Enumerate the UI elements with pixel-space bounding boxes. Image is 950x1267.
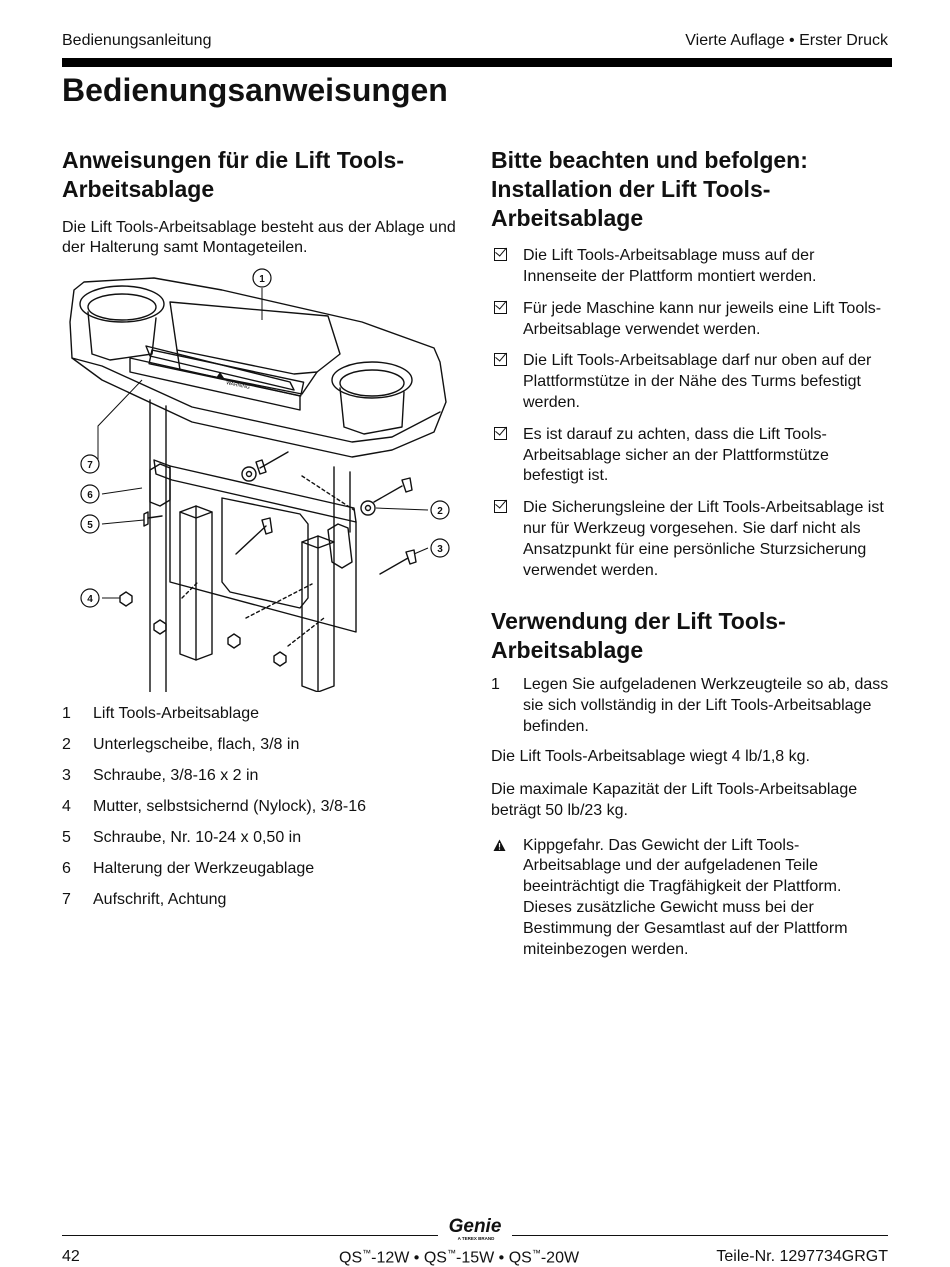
footer-rule-left xyxy=(62,1235,438,1236)
trademark-symbol: ™ xyxy=(531,1248,541,1258)
model-line xyxy=(339,1248,579,1267)
legend-text: Halterung der Werkzeugablage xyxy=(93,860,315,877)
right-column xyxy=(491,146,891,960)
checkbox-checked-icon xyxy=(494,353,507,366)
tool-tray-illustration xyxy=(62,262,462,692)
model-20w: -20W xyxy=(540,1249,580,1267)
checklist-text: Die Lift Tools-Arbeitsablage muss auf der Innenseite der Plattform montiert werden. xyxy=(523,247,817,286)
section-heading-installation: Bitte beachten und befolgen: Installation der Lift Tools-Arbeitsablage xyxy=(491,147,808,231)
legend-text: Unterlegscheibe, flach, 3/8 in xyxy=(93,736,300,753)
callout-4: 4 xyxy=(87,594,93,605)
weight-paragraph: Die Lift Tools-Arbeitsablage wiegt 4 lb/1,8 kg. xyxy=(491,748,810,766)
section-heading-usage: Verwendung der Lift Tools-Arbeitsablage xyxy=(491,608,786,664)
logo-wordmark: Genie xyxy=(448,1216,502,1237)
checklist-item xyxy=(491,425,891,487)
checklist-text: Die Sicherungsleine der Lift Tools-Arbeitsablage ist nur für Werkzeug vorgesehen. Sie darf nicht als Ansatzpunkt für eine persönliche Sturzsicherung verwendet werden. xyxy=(523,499,884,579)
header-edition: Vierte Auflage • Erster Druck xyxy=(685,32,888,49)
callout-7: 7 xyxy=(87,460,93,471)
logo-tagline: A TEREX BRAND xyxy=(457,1236,495,1241)
legend-number: 6 xyxy=(62,860,71,877)
step-text: Legen Sie aufgeladenen Werkzeugteile so ab, dass sie sich vollständig in der Lift Tools-Arbeitsablage befinden. xyxy=(523,675,889,735)
legend-number: 3 xyxy=(62,767,71,784)
header-rule xyxy=(62,58,892,67)
step-item xyxy=(491,675,891,737)
legend-number: 4 xyxy=(62,798,71,815)
checklist-item xyxy=(491,498,891,581)
genie-logo xyxy=(440,1212,510,1244)
tip-over-warning xyxy=(491,836,891,961)
step-number: 1 xyxy=(491,675,500,693)
legend-item xyxy=(62,827,462,858)
left-column xyxy=(62,146,462,259)
model-12w: -12W xyxy=(371,1249,410,1267)
legend-text: Mutter, selbstsichernd (Nylock), 3/8-16 xyxy=(93,798,366,815)
legend-number: 1 xyxy=(62,705,71,722)
checklist-text: Die Lift Tools-Arbeitsablage darf nur oben auf der Plattformstütze in der Nähe des Turms befestigt werden. xyxy=(523,352,872,412)
tool-tray-diagram xyxy=(62,262,462,692)
installation-checklist xyxy=(491,246,891,581)
section-heading-instructions: Anweisungen für die Lift Tools-Arbeitsablage xyxy=(62,147,405,202)
checkbox-checked-icon xyxy=(494,427,507,440)
model-separator: • xyxy=(409,1249,424,1267)
legend-text: Schraube, 3/8-16 x 2 in xyxy=(93,767,259,784)
legend-item xyxy=(62,889,462,920)
checklist-item xyxy=(491,246,891,288)
model-prefix: QS xyxy=(339,1249,363,1267)
legend-item xyxy=(62,734,462,765)
callout-1: 1 xyxy=(259,274,265,285)
warning-triangle-icon xyxy=(493,839,506,852)
legend-item xyxy=(62,765,462,796)
callout-6: 6 xyxy=(87,490,93,501)
page-title: Bedienungsanweisungen xyxy=(62,72,448,108)
legend-number: 7 xyxy=(62,891,71,908)
page-number: 42 xyxy=(62,1248,80,1265)
capacity-paragraph: Die maximale Kapazität der Lift Tools-Arbeitsablage beträgt 50 lb/23 kg. xyxy=(491,781,858,819)
footer-rule-right xyxy=(512,1235,888,1236)
model-prefix: QS xyxy=(423,1249,447,1267)
legend-number: 5 xyxy=(62,829,71,846)
checklist-text: Es ist darauf zu achten, dass die Lift Tools-Arbeitsablage sicher an der Plattformstütze befestigt ist. xyxy=(523,425,829,485)
label-warning-text: WARNING xyxy=(225,380,251,391)
legend-item xyxy=(62,858,462,889)
trademark-symbol: ™ xyxy=(446,1248,456,1258)
callout-2: 2 xyxy=(437,506,443,517)
usage-steps xyxy=(491,675,891,737)
checkbox-checked-icon xyxy=(494,301,507,314)
model-separator: • xyxy=(494,1249,509,1267)
trademark-symbol: ™ xyxy=(362,1248,372,1258)
part-number: Teile-Nr. 1297734GRGT xyxy=(716,1248,888,1265)
header-manual-title: Bedienungsanleitung xyxy=(62,32,212,49)
checkbox-checked-icon xyxy=(494,500,507,513)
checklist-text: Für jede Maschine kann nur jeweils eine Lift Tools-Arbeitsablage verwendet werden. xyxy=(523,299,882,338)
legend-item xyxy=(62,703,462,734)
legend-number: 2 xyxy=(62,736,71,753)
model-prefix: QS xyxy=(508,1249,532,1267)
callout-3: 3 xyxy=(437,544,443,555)
intro-paragraph: Die Lift Tools-Arbeitsablage besteht aus der Ablage und der Halterung samt Montageteilen. xyxy=(62,218,456,257)
legend-text: Lift Tools-Arbeitsablage xyxy=(93,705,260,722)
parts-legend xyxy=(62,703,462,920)
model-15w: -15W xyxy=(455,1249,495,1267)
checklist-item xyxy=(491,351,891,413)
legend-text: Aufschrift, Achtung xyxy=(93,891,227,908)
checklist-item xyxy=(491,299,891,341)
warning-text: Kippgefahr. Das Gewicht der Lift Tools-Arbeitsablage und der aufgeladenen Teile beeinträchtigt die Tragfähigkeit der Plattform. Dieses zusätzliche Gewicht muss bei der Bestimmung der Gesamtlast auf der Plattform miteinbezogen werden. xyxy=(523,836,848,958)
legend-item xyxy=(62,796,462,827)
callout-5: 5 xyxy=(87,520,93,531)
checkbox-checked-icon xyxy=(494,248,507,261)
legend-text: Schraube, Nr. 10-24 x 0,50 in xyxy=(93,829,302,846)
